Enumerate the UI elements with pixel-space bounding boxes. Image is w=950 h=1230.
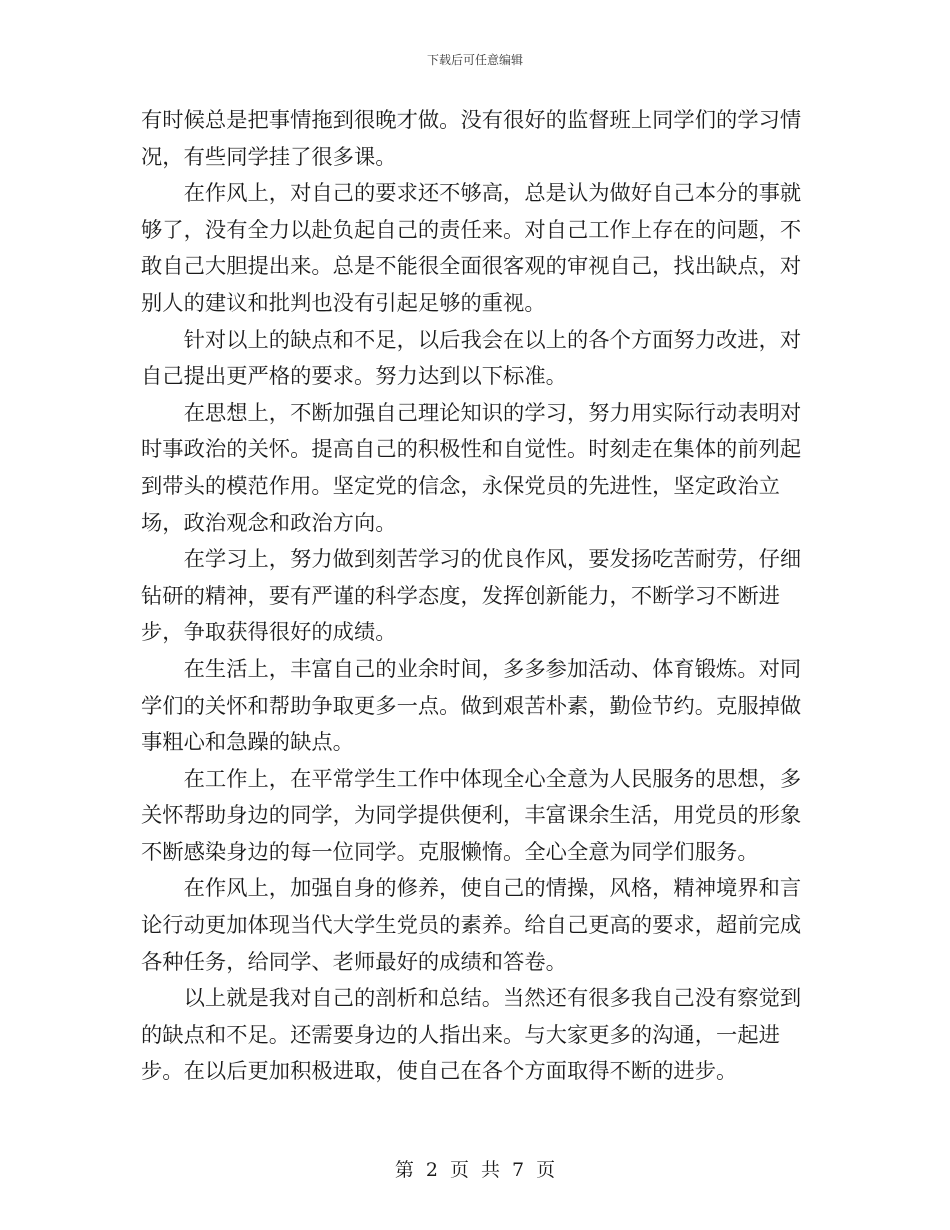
paragraph-work-style-goals: 在作风上，加强自身的修养，使自己的情操，风格，精神境界和言论行动更加体现当代大学生党员的素养。给自己更高的要求，超前完成各种任务，给同学、老师最好的成绩和答卷。 <box>141 876 802 975</box>
page-header: 下载后可任意编辑 <box>426 53 523 67</box>
page-number-footer: 第 2 页 共 7 页 <box>394 1159 556 1181</box>
paragraph-thought: 在思想上，不断加强自己理论知识的学习，努力用实际行动表明对时事政治的关怀。提高自己的积极性和自觉性。时刻走在集体的前列起到带头的模范作用。坚定党的信念，永保党员的先进性，坚定政治立场，政治观念和政治方向。 <box>141 400 802 536</box>
paragraph-life: 在生活上，丰富自己的业余时间，多多参加活动、体育锻炼。对同学们的关怀和帮助争取更多一点。做到艰苦朴素，勤俭节约。克服掉做事粗心和急躁的缺点。 <box>141 656 802 756</box>
paragraph-conclusion: 以上就是我对自己的剖析和总结。当然还有很多我自己没有察觉到的缺点和不足。还需要身边的人指出来。与大家更多的沟通，一起进步。在以后更加积极进取，使自己在各个方面取得不断的进步。 <box>141 986 802 1085</box>
paragraph-study: 在学习上，努力做到刻苦学习的优良作风，要发扬吃苦耐劳，仔细钻研的精神，要有严谨的科学态度，发挥创新能力，不断学习不断进步，争取获得很好的成绩。 <box>141 547 802 646</box>
paragraph-improvement-intro: 针对以上的缺点和不足，以后我会在以上的各个方面努力改进，对自己提出更严格的要求。努力达到以下标准。 <box>141 327 802 390</box>
document-body <box>141 103 821 1091</box>
paragraph-work-style-shortcomings: 在作风上，对自己的要求还不够高，总是认为做好自己本分的事就够了，没有全力以赴负起自己的责任来。对自己工作上存在的问题，不敢自己大胆提出来。总是不能很全面很客观的审视自己，找出缺点，对别人的建议和批判也没有引起足够的重视。 <box>141 181 802 316</box>
paragraph-continuation: 有时候总是把事情拖到很晚才做。没有很好的监督班上同学们的学习情况，有些同学挂了很多课。 <box>141 108 802 170</box>
paragraph-work: 在工作上，在平常学生工作中体现全心全意为人民服务的思想，多关怀帮助身边的同学，为同学提供便利，丰富课余生活，用党员的形象不断感染身边的每一位同学。克服懒惰。全心全意为同学们服务。 <box>141 766 802 865</box>
